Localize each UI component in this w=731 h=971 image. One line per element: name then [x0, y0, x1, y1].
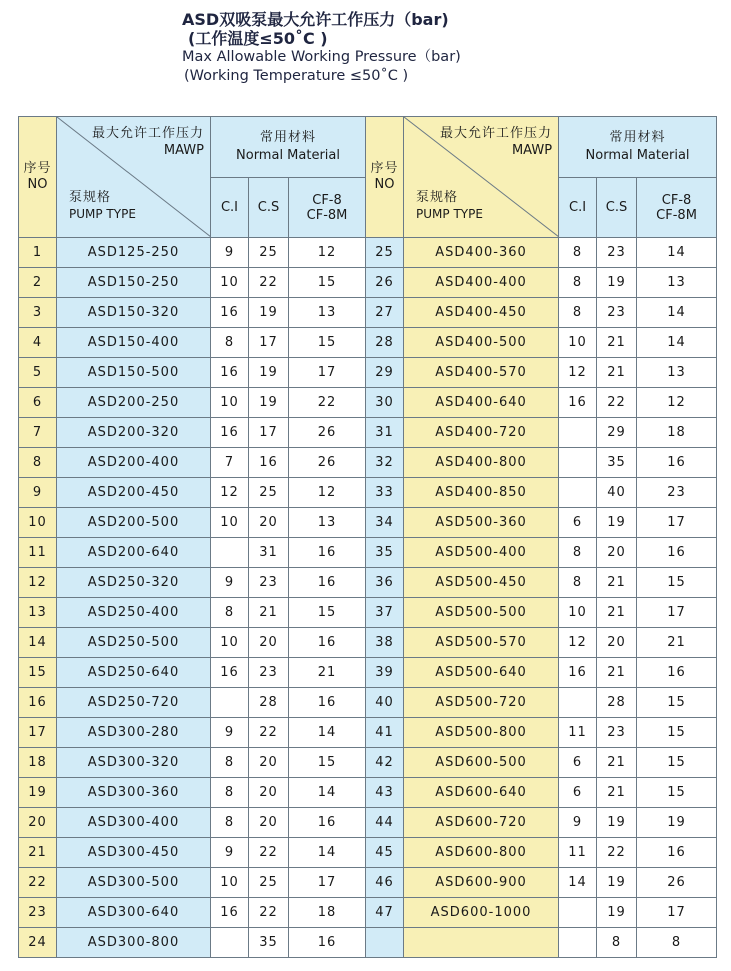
row-number: 46	[366, 868, 404, 898]
pump-type: ASD250-500	[57, 628, 211, 658]
table-row	[19, 238, 717, 268]
cs-value: 28	[597, 688, 637, 718]
pump-type: ASD200-500	[57, 508, 211, 538]
header-cf-left: CF-8 CF-8M	[289, 178, 366, 238]
pump-type: ASD300-360	[57, 778, 211, 808]
cf-value: 15	[637, 688, 717, 718]
pump-type: ASD300-640	[57, 898, 211, 928]
pump-type: ASD500-570	[404, 628, 559, 658]
table-row	[19, 388, 717, 418]
header-no-right: 序号 NO	[366, 117, 404, 238]
cf-value: 12	[289, 238, 366, 268]
ci-value: 8	[211, 808, 249, 838]
row-number: 9	[19, 478, 57, 508]
table-row	[19, 268, 717, 298]
row-number: 16	[19, 688, 57, 718]
cs-value: 35	[597, 448, 637, 478]
row-number: 44	[366, 808, 404, 838]
row-number: 24	[19, 928, 57, 958]
cs-value: 8	[597, 928, 637, 958]
row-number: 36	[366, 568, 404, 598]
table-row	[19, 568, 717, 598]
cf-value: 15	[637, 778, 717, 808]
pump-type: ASD500-640	[404, 658, 559, 688]
table-body	[19, 238, 717, 958]
row-number: 38	[366, 628, 404, 658]
pump-type: ASD300-320	[57, 748, 211, 778]
pump-type: ASD500-400	[404, 538, 559, 568]
cf-value: 16	[637, 838, 717, 868]
cf-value: 22	[289, 388, 366, 418]
ci-value: 9	[211, 568, 249, 598]
row-number: 13	[19, 598, 57, 628]
ci-value: 10	[211, 508, 249, 538]
cf-value: 16	[637, 448, 717, 478]
row-number	[366, 928, 404, 958]
cf-value: 19	[637, 808, 717, 838]
cs-value: 22	[597, 388, 637, 418]
table-row	[19, 688, 717, 718]
cf-value: 14	[637, 328, 717, 358]
row-number: 2	[19, 268, 57, 298]
cf-value: 16	[637, 658, 717, 688]
ci-value: 16	[211, 898, 249, 928]
cs-value: 23	[597, 298, 637, 328]
title-line-3: Max Allowable Working Pressure（bar)	[182, 49, 461, 65]
title-line-1: ASD双吸泵最大允许工作压力（bar)	[182, 10, 449, 29]
header-no-left: 序号 NO	[19, 117, 57, 238]
table-row	[19, 928, 717, 958]
ci-value: 11	[559, 838, 597, 868]
pump-type: ASD600-1000	[404, 898, 559, 928]
cs-value: 22	[249, 718, 289, 748]
cf-value: 16	[289, 628, 366, 658]
cf-value: 16	[289, 808, 366, 838]
cs-value: 23	[249, 658, 289, 688]
cs-value: 20	[249, 778, 289, 808]
cf-value: 17	[289, 868, 366, 898]
pump-type: ASD500-720	[404, 688, 559, 718]
pump-type: ASD500-800	[404, 718, 559, 748]
cs-value: 25	[249, 238, 289, 268]
cf-value: 16	[289, 538, 366, 568]
title-line-4: (Working Temperature ≤50˚C )	[184, 68, 409, 84]
cs-value: 21	[597, 778, 637, 808]
ci-value: 10	[211, 868, 249, 898]
row-number: 19	[19, 778, 57, 808]
pump-type: ASD250-720	[57, 688, 211, 718]
cf-value: 13	[637, 358, 717, 388]
cs-value: 19	[249, 298, 289, 328]
pump-type: ASD300-280	[57, 718, 211, 748]
header-material-right: 常用材料 Normal Material	[559, 117, 717, 178]
table-row	[19, 538, 717, 568]
table-row	[19, 598, 717, 628]
row-number: 3	[19, 298, 57, 328]
ci-value	[559, 478, 597, 508]
row-number: 34	[366, 508, 404, 538]
cf-value: 17	[637, 598, 717, 628]
ci-value: 10	[211, 268, 249, 298]
cf-value: 16	[289, 688, 366, 718]
ci-value	[559, 928, 597, 958]
ci-value: 16	[559, 658, 597, 688]
cf-value: 8	[637, 928, 717, 958]
row-number: 33	[366, 478, 404, 508]
pump-type: ASD125-250	[57, 238, 211, 268]
header-type-right	[404, 117, 559, 238]
ci-value	[211, 538, 249, 568]
cs-value: 28	[249, 688, 289, 718]
ci-value: 12	[211, 478, 249, 508]
row-number: 25	[366, 238, 404, 268]
ci-value: 10	[559, 598, 597, 628]
pump-type: ASD400-450	[404, 298, 559, 328]
pump-type: ASD400-850	[404, 478, 559, 508]
ci-value	[559, 898, 597, 928]
cf-value: 17	[637, 898, 717, 928]
ci-value: 10	[211, 388, 249, 418]
row-number: 37	[366, 598, 404, 628]
cs-value: 25	[249, 478, 289, 508]
ci-value: 9	[559, 808, 597, 838]
cs-value: 21	[597, 748, 637, 778]
cs-value: 20	[597, 538, 637, 568]
ci-value	[211, 688, 249, 718]
cf-value: 12	[637, 388, 717, 418]
header-row-1	[19, 117, 717, 178]
cs-value: 19	[597, 868, 637, 898]
cf-value: 12	[289, 478, 366, 508]
row-number: 20	[19, 808, 57, 838]
cs-value: 21	[597, 598, 637, 628]
ci-value: 6	[559, 508, 597, 538]
row-number: 5	[19, 358, 57, 388]
pump-type: ASD150-320	[57, 298, 211, 328]
table-row	[19, 418, 717, 448]
pump-type: ASD400-360	[404, 238, 559, 268]
pump-type: ASD600-500	[404, 748, 559, 778]
ci-value	[559, 418, 597, 448]
pump-type: ASD500-450	[404, 568, 559, 598]
pump-type: ASD400-500	[404, 328, 559, 358]
pump-type: ASD500-360	[404, 508, 559, 538]
cs-value: 20	[597, 628, 637, 658]
header-ci-left: C.I	[211, 178, 249, 238]
ci-value: 7	[211, 448, 249, 478]
row-number: 6	[19, 388, 57, 418]
cf-value: 26	[637, 868, 717, 898]
ci-value: 8	[211, 598, 249, 628]
row-number: 18	[19, 748, 57, 778]
table-row	[19, 658, 717, 688]
ci-value: 16	[559, 388, 597, 418]
cs-value: 17	[249, 328, 289, 358]
table-row	[19, 328, 717, 358]
ci-value: 16	[211, 358, 249, 388]
row-number: 4	[19, 328, 57, 358]
pump-type: ASD150-400	[57, 328, 211, 358]
pump-type: ASD600-720	[404, 808, 559, 838]
cs-value: 23	[597, 238, 637, 268]
pump-type: ASD250-400	[57, 598, 211, 628]
cf-value: 26	[289, 418, 366, 448]
cf-value: 15	[289, 268, 366, 298]
header-mawp-label: 最大允许工作压力 MAWP	[440, 126, 553, 158]
pump-type: ASD150-250	[57, 268, 211, 298]
pump-type: ASD300-500	[57, 868, 211, 898]
row-number: 22	[19, 868, 57, 898]
table-row	[19, 868, 717, 898]
row-number: 27	[366, 298, 404, 328]
cs-value: 29	[597, 418, 637, 448]
cs-value: 20	[249, 628, 289, 658]
header-mawp-label: 最大允许工作压力 MAWP	[91, 126, 204, 158]
row-number: 41	[366, 718, 404, 748]
table-row	[19, 898, 717, 928]
ci-value: 9	[211, 238, 249, 268]
pump-type	[404, 928, 559, 958]
row-number: 47	[366, 898, 404, 928]
header-pump-type-label: 泵规格 PUMP TYPE	[69, 190, 136, 221]
header-cs-left: C.S	[249, 178, 289, 238]
header-cs-right: C.S	[597, 178, 637, 238]
cf-value: 15	[289, 328, 366, 358]
pump-type: ASD300-400	[57, 808, 211, 838]
ci-value: 10	[211, 628, 249, 658]
table-row	[19, 448, 717, 478]
ci-value	[559, 448, 597, 478]
row-number: 28	[366, 328, 404, 358]
row-number: 11	[19, 538, 57, 568]
cf-value: 14	[637, 298, 717, 328]
row-number: 23	[19, 898, 57, 928]
cs-value: 22	[597, 838, 637, 868]
ci-value: 6	[559, 748, 597, 778]
ci-value: 16	[211, 418, 249, 448]
table-row	[19, 748, 717, 778]
table-row	[19, 778, 717, 808]
ci-value: 8	[559, 298, 597, 328]
pump-type: ASD400-800	[404, 448, 559, 478]
cf-value: 16	[289, 568, 366, 598]
ci-value: 8	[211, 328, 249, 358]
pump-type: ASD300-800	[57, 928, 211, 958]
row-number: 29	[366, 358, 404, 388]
cs-value: 40	[597, 478, 637, 508]
cf-value: 13	[289, 298, 366, 328]
pump-type: ASD400-720	[404, 418, 559, 448]
pump-type: ASD600-800	[404, 838, 559, 868]
row-number: 39	[366, 658, 404, 688]
cs-value: 21	[597, 658, 637, 688]
table-row	[19, 628, 717, 658]
row-number: 12	[19, 568, 57, 598]
table-row	[19, 358, 717, 388]
row-number: 17	[19, 718, 57, 748]
header-pump-type-label: 泵规格 PUMP TYPE	[416, 190, 483, 221]
table-row	[19, 718, 717, 748]
table-row	[19, 508, 717, 538]
cf-value: 26	[289, 448, 366, 478]
row-number: 8	[19, 448, 57, 478]
table-row	[19, 838, 717, 868]
row-number: 32	[366, 448, 404, 478]
row-number: 45	[366, 838, 404, 868]
row-number: 35	[366, 538, 404, 568]
document-title	[182, 10, 582, 86]
ci-value: 9	[211, 838, 249, 868]
cs-value: 22	[249, 268, 289, 298]
ci-value: 10	[559, 328, 597, 358]
row-number: 14	[19, 628, 57, 658]
cs-value: 21	[597, 568, 637, 598]
ci-value: 8	[559, 538, 597, 568]
cs-value: 20	[249, 808, 289, 838]
pump-type: ASD500-500	[404, 598, 559, 628]
pump-type: ASD400-570	[404, 358, 559, 388]
cf-value: 15	[637, 718, 717, 748]
row-number: 30	[366, 388, 404, 418]
cf-value: 14	[289, 718, 366, 748]
ci-value: 6	[559, 778, 597, 808]
cs-value: 22	[249, 898, 289, 928]
table-row	[19, 478, 717, 508]
pump-type: ASD200-400	[57, 448, 211, 478]
cf-value: 15	[637, 568, 717, 598]
row-number: 21	[19, 838, 57, 868]
cf-value: 21	[637, 628, 717, 658]
cs-value: 25	[249, 868, 289, 898]
cs-value: 19	[597, 508, 637, 538]
cf-value: 17	[289, 358, 366, 388]
row-number: 26	[366, 268, 404, 298]
cs-value: 21	[597, 328, 637, 358]
row-number: 31	[366, 418, 404, 448]
cf-value: 13	[637, 268, 717, 298]
table-row	[19, 298, 717, 328]
cf-value: 15	[289, 598, 366, 628]
cs-value: 17	[249, 418, 289, 448]
cf-value: 13	[289, 508, 366, 538]
ci-value: 12	[559, 628, 597, 658]
cf-value: 18	[637, 418, 717, 448]
table-row	[19, 808, 717, 838]
row-number: 7	[19, 418, 57, 448]
cs-value: 19	[249, 358, 289, 388]
ci-value: 8	[559, 268, 597, 298]
ci-value: 14	[559, 868, 597, 898]
cf-value: 16	[289, 928, 366, 958]
cs-value: 20	[249, 748, 289, 778]
cs-value: 19	[597, 808, 637, 838]
cs-value: 23	[249, 568, 289, 598]
pump-type: ASD150-500	[57, 358, 211, 388]
ci-value: 8	[559, 238, 597, 268]
cs-value: 22	[249, 838, 289, 868]
ci-value: 16	[211, 298, 249, 328]
cf-value: 14	[289, 778, 366, 808]
pump-type: ASD400-400	[404, 268, 559, 298]
pump-type: ASD600-900	[404, 868, 559, 898]
pump-type: ASD400-640	[404, 388, 559, 418]
row-number: 43	[366, 778, 404, 808]
cs-value: 35	[249, 928, 289, 958]
pump-type: ASD250-320	[57, 568, 211, 598]
ci-value: 16	[211, 658, 249, 688]
cf-value: 17	[637, 508, 717, 538]
cf-value: 14	[289, 838, 366, 868]
cf-value: 15	[289, 748, 366, 778]
pump-type: ASD300-450	[57, 838, 211, 868]
row-number: 42	[366, 748, 404, 778]
cf-value: 18	[289, 898, 366, 928]
ci-value: 12	[559, 358, 597, 388]
cf-value: 23	[637, 478, 717, 508]
row-number: 10	[19, 508, 57, 538]
pump-type: ASD600-640	[404, 778, 559, 808]
header-cf-right: CF-8 CF-8M	[637, 178, 717, 238]
title-line-2: (工作温度≤50˚C )	[188, 29, 328, 48]
pump-type: ASD200-450	[57, 478, 211, 508]
row-number: 1	[19, 238, 57, 268]
cf-value: 15	[637, 748, 717, 778]
ci-value: 9	[211, 718, 249, 748]
header-type-left	[57, 117, 211, 238]
cs-value: 21	[597, 358, 637, 388]
cs-value: 20	[249, 508, 289, 538]
pump-type: ASD200-320	[57, 418, 211, 448]
ci-value: 11	[559, 718, 597, 748]
cs-value: 19	[597, 898, 637, 928]
cs-value: 23	[597, 718, 637, 748]
row-number: 15	[19, 658, 57, 688]
pressure-table	[18, 116, 717, 958]
ci-value: 8	[211, 748, 249, 778]
row-number: 40	[366, 688, 404, 718]
pump-type: ASD200-640	[57, 538, 211, 568]
cs-value: 19	[249, 388, 289, 418]
ci-value: 8	[211, 778, 249, 808]
pump-type: ASD200-250	[57, 388, 211, 418]
header-ci-right: C.I	[559, 178, 597, 238]
ci-value	[559, 688, 597, 718]
cf-value: 14	[637, 238, 717, 268]
pump-type: ASD250-640	[57, 658, 211, 688]
cs-value: 16	[249, 448, 289, 478]
ci-value: 8	[559, 568, 597, 598]
ci-value	[211, 928, 249, 958]
cf-value: 16	[637, 538, 717, 568]
cs-value: 31	[249, 538, 289, 568]
cs-value: 21	[249, 598, 289, 628]
cs-value: 19	[597, 268, 637, 298]
cf-value: 21	[289, 658, 366, 688]
header-material-left: 常用材料 Normal Material	[211, 117, 366, 178]
